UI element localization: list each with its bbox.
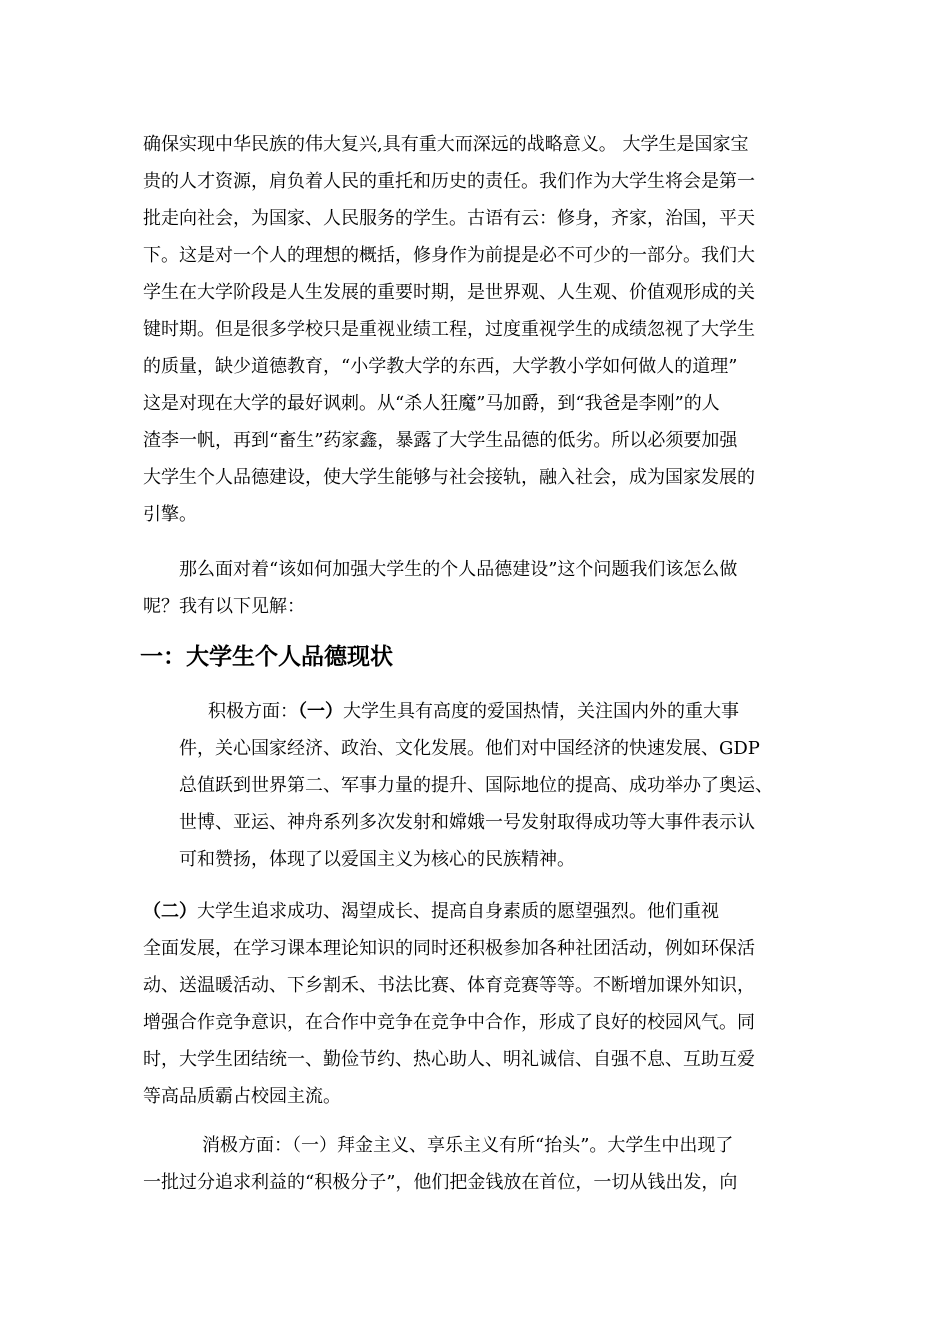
text-line: 增强合作竞争意识，在合作中竞争在竞争中合作，形成了良好的校园风气。同 [143, 1012, 755, 1033]
section-heading: 一：大学生个人品德现状 [140, 644, 393, 670]
text-line: 时，大学生团结统一、勤俭节约、热心助人、明礼诚信、自强不息、互助互爱 [143, 1049, 755, 1070]
text-line: 确保实现中华民族的伟大复兴,具有重大而深远的战略意义。 大学生是国家宝 [143, 134, 749, 155]
text-line [208, 699, 739, 725]
text-line: 学生在大学阶段是人生发展的重要时期，是世界观、人生观、价值观形成的关 [143, 282, 755, 303]
text-line: 全面发展，在学习课本理论知识的同时还积极参加各种社团活动，例如环保活 [143, 938, 755, 959]
text-line: 那么面对着“该如何加强大学生的个人品德建设”这个问题我们该怎么做 [179, 559, 738, 580]
item-marker: （二） [143, 901, 197, 922]
text-line: 呢？我有以下见解： [143, 596, 305, 617]
text-line: 动、送温暖活动、下乡割禾、书法比赛、体育竞赛等等。不断增加课外知识， [143, 975, 755, 996]
text-line: 大学生个人品德建设，使大学生能够与社会接轨，融入社会，成为国家发展的 [143, 467, 755, 488]
item-text: 大学生具有高度的爱国热情，关注国内外的重大事 [343, 701, 739, 722]
text-line: 等高品质霸占校园主流。 [143, 1086, 341, 1107]
text-line: 键时期。但是很多学校只是重视业绩工程，过度重视学生的成绩忽视了大学生 [143, 319, 755, 340]
item-text: 大学生追求成功、渴望成长、提高自身素质的愿望强烈。他们重视 [197, 901, 719, 922]
text-line: 可和赞扬，体现了以爱国主义为核心的民族精神。 [179, 849, 575, 870]
text-line: 下。这是对一个人的理想的概括，修身作为前提是必不可少的一部分。我们大 [143, 245, 755, 266]
text-line: 世博、亚运、神舟系列多次发射和嫦娥一号发射取得成功等大事件表示认 [179, 812, 755, 833]
text-line: 批走向社会，为国家、人民服务的学生。古语有云：修身，齐家，治国，平天 [143, 208, 755, 229]
text-line: 总值跃到世界第二、军事力量的提升、国际地位的提高、成功举办了奥运、 [179, 775, 773, 796]
text-line: 贵的人才资源，肩负着人民的重托和历史的责任。我们作为大学生将会是第一 [143, 171, 755, 192]
text-line: 这是对现在大学的最好讽刺。从“杀人狂魔”马加爵，到“我爸是李刚”的人 [143, 393, 720, 414]
text-line: 件，关心国家经济、政治、文化发展。他们对中国经济的快速发展、GDP [179, 738, 760, 759]
lead-label: 积极方面： [208, 701, 298, 722]
text-line: 引擎。 [143, 504, 197, 525]
text-line: 的质量，缺少道德教育，“小学教大学的东西，大学教小学如何做人的道理” [143, 356, 738, 377]
item-marker: （一） [298, 701, 343, 722]
text-line [143, 899, 719, 925]
text-line: 渣李一帆，再到“畜生”药家鑫，暴露了大学生品德的低劣。所以必须要加强 [143, 430, 738, 451]
text-line: 消极方面：（一）拜金主义、享乐主义有所“抬头”。大学生中出现了 [202, 1135, 734, 1156]
text-line: 一批过分追求利益的“积极分子”，他们把金钱放在首位，一切从钱出发，向 [143, 1172, 738, 1193]
